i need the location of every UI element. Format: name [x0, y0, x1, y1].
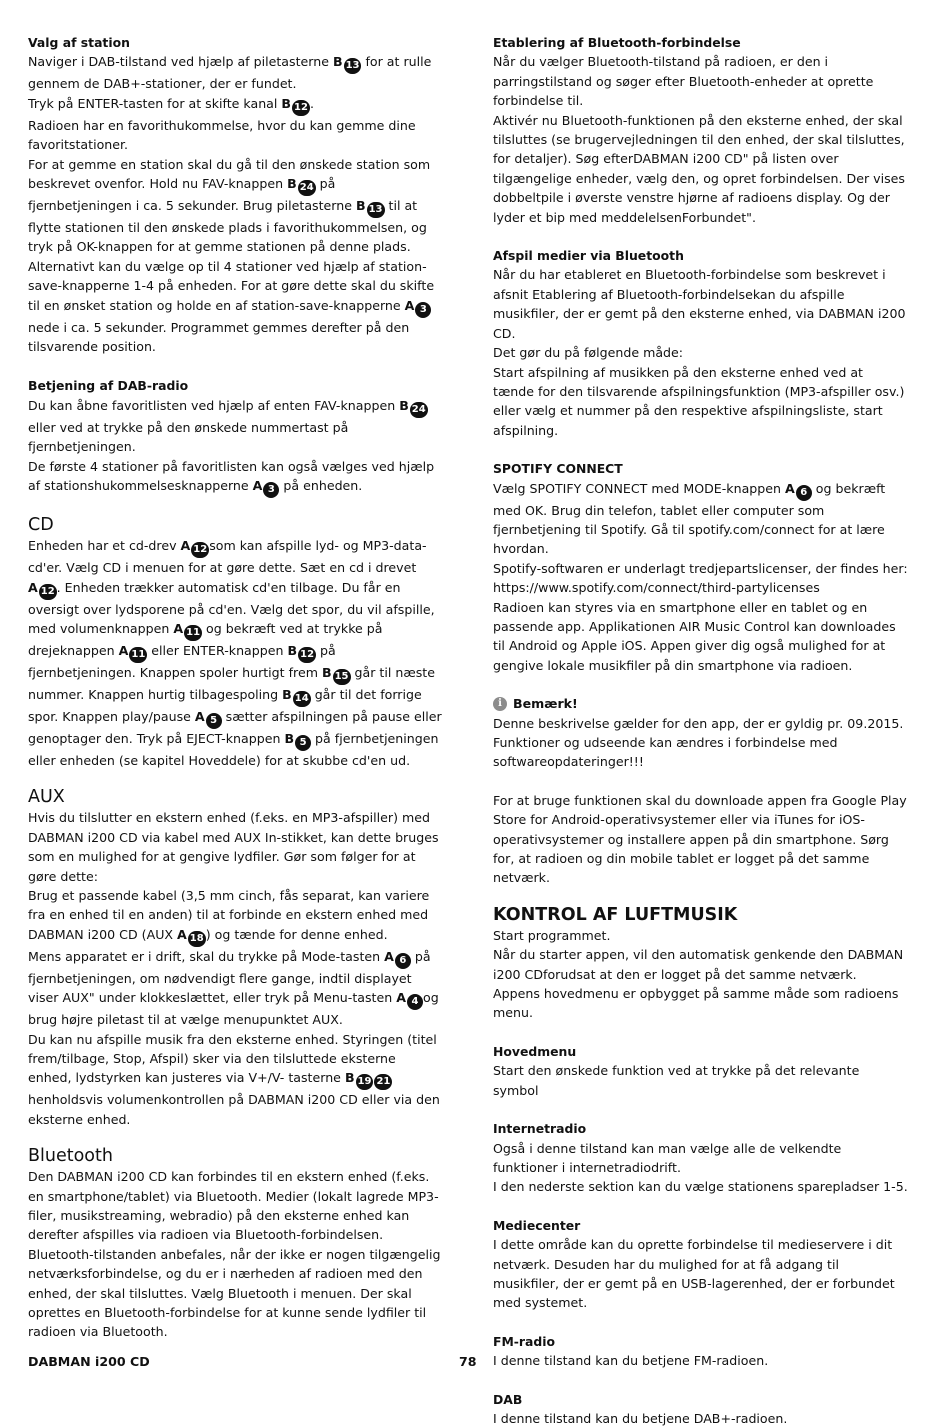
section-betjening — [28, 376, 443, 498]
key-reference: A 11 — [119, 643, 148, 658]
paragraph: Enheden har et cd-drev A 12 som kan afspille lyd- og MP3-data-cd'er. Vælg CD i menuen for at gøre dette. Sæt en cd i drevet A 12 . Enheden trækker automatisk cd'en tilbage. Du får en oversigt over lydsporene på cd'en. Vælg det spor, du vil afspille, med volumenknappen A 11 og bekræft ved at trykke på drejeknappen A 11 eller ENTER-knappen B 12 på fjernbetjeningen. Knappen spoler hurtigt frem B 15 går til næste nummer. Knappen hurtig tilbagespoling B 14 går til det forrige spor. Knappen play/pause A 5 sætter afspilningen på pause eller genoptager den. Tryk på EJECT-knappen B 5 på fjernbetjeningen eller enheden (se kapitel Hoveddele) for at skubbe cd'en ud. — [28, 538, 442, 768]
text: De første 4 stationer på favoritlisten kan også vælges ved hjælp af stationshukommelsesknapperne — [28, 458, 435, 494]
heading-kontrol: KONTROL AF LUFTMUSIK — [493, 904, 738, 925]
heading-dab: DAB — [493, 1391, 523, 1407]
paragraph: Når du starter appen, vil den automatisk genkende den DABMAN i200 CDforudsat at den er logget på det samme netværk. — [493, 947, 904, 982]
page-number: 78 — [459, 1354, 477, 1369]
heading-betjening: Betjening af DAB-radio — [28, 378, 189, 394]
paragraph — [28, 155, 443, 257]
text: Du kan åbne favoritlisten ved hjælp af enten FAV-knappen — [28, 397, 400, 413]
key-reference: B 12 — [281, 96, 310, 111]
paragraph: Når du vælger Bluetooth-tilstand på radioen, er den i parringstilstand og søger efter Bluetooth-enheder at oprette forbindelse til. — [493, 54, 874, 109]
paragraph — [28, 94, 443, 116]
right-column — [493, 33, 908, 1428]
section-kontrol — [493, 904, 908, 1023]
text: nede i ca. 5 sekunder. Programmet gemmes derefter på den tilsvarende position. — [28, 319, 410, 355]
key-reference: A 12 — [28, 580, 57, 595]
paragraph: Du kan nu afspille musik fra den eksterne enhed. Styringen (titel frem/tilbage, Stop, Afspil) sker via den tilsluttede eksterne enhed, lydstyrken kan justeres via V+/V- tasterne B 19 21 henholdsvis volumenkontrollen på DABMAN i200 CD eller via den eksterne enhed. — [28, 1031, 440, 1127]
paragraph: Start afspilning af musikken på den eksterne enhed ved at tænde for den tilsvarende afspilningsfunktion (MP3-afspiller osv.) eller vælg et nummer på den respektive afspilningsliste, start afspilning. — [493, 364, 905, 438]
paragraph: For at bruge funktionen skal du downloade appen fra Google Play Store for Android-operativsystemer eller via iTunes for iOS-operativsystemer og installere appen på din smartphone. Sørg for, at radioen og din mobile tablet er logget på det samme netværk. — [493, 792, 907, 886]
paragraph: Når du har etableret en Bluetooth-forbindelse som beskrevet i afsnit Etablering af Bluetooth-forbindelsekan du afspille musikfiler, der er gemt på den eksterne enhed, via DABMAN i200 CD. — [493, 267, 906, 341]
section-cd — [28, 514, 443, 770]
heading-aux: AUX — [28, 787, 65, 808]
section-spotify — [493, 459, 908, 675]
key-reference: B 13 — [333, 54, 362, 69]
text: For at gemme en station skal du gå til den ønskede station som beskrevet ovenfor. Hold nu FAV-knappen — [28, 156, 431, 192]
section-dab — [493, 1390, 908, 1428]
paragraph: Start programmet. — [493, 927, 611, 943]
paragraph — [28, 52, 443, 93]
key-reference: B 24 — [287, 176, 316, 191]
section-hovedmenu — [493, 1042, 908, 1100]
paragraph: I denne tilstand kan du betjene DAB+-radioen. — [493, 1410, 788, 1426]
paragraph — [28, 396, 443, 457]
section-bluetooth — [28, 1145, 443, 1342]
paragraph: I dette område kan du oprette forbindelse til medieservere i dit netværk. Desuden har du mulighed for at få adgang til musikfiler, der er gemt på en USB-lagerenhed, der er forbundet med systemet. — [493, 1237, 895, 1311]
section-aux — [28, 786, 443, 1129]
paragraph: Denne beskrivelse gælder for den app, der er gyldig pr. 09.2015. Funktioner og udseende kan ændres i forbindelse med softwareopdateringer!!! — [493, 715, 904, 770]
heading-valg-af-station: Valg af station — [28, 35, 130, 50]
heading-cd: CD — [28, 515, 54, 536]
paragraph: Spotify-softwaren er underlagt tredjepartslicenser, der findes her: https://www.spotify.com/connect/third-partylicenses — [493, 560, 908, 596]
key-reference: B 24 — [399, 398, 428, 413]
text: til at flytte stationen til den ønskede plads i favorithukommelsen, og tryk på OK-knappen for at gemme stationen på denne plads. — [28, 198, 427, 255]
paragraph: Brug et passende kabel (3,5 mm cinch, fås separat, kan variere fra en enhed til en anden) til at forbinde en ekstern enhed med DABMAN i200 CD (AUX A 18 ) og tænde for denne enhed. — [28, 886, 443, 947]
heading-mediecenter: Mediecenter — [493, 1217, 581, 1233]
text: Alternativt kan du vælge op til 4 stationer ved hjælp af station-save-knapperne 1-4 på enheden. For at gøre dette skal du skifte til en ønsket station og holde en af station-save-knapperne — [28, 258, 435, 313]
text: eller ved at trykke på den ønskede nummertast på fjernbetjeningen. — [28, 419, 349, 455]
text: . — [309, 95, 314, 111]
paragraph: Vælg SPOTIFY CONNECT med MODE-knappen A 6 og bekræft med OK. Brug din telefon, tablet eller computer som fjernbetjening til Spotify. Gå til spotify.com/connect for at lære hvordan. — [493, 480, 886, 557]
heading-afspil: Afspil medier via Bluetooth — [493, 248, 684, 264]
key-reference: A 11 — [173, 621, 202, 636]
paragraph: Mens apparatet er i drift, skal du trykke på Mode-tasten A 6 på fjernbetjeningen, om nødvendigt flere gange, indtil displayet viser AUX" under klokkeslættet, eller tryk på Menu-tasten A 4 og brug højre piletast til at vælge menupunktet AUX. — [28, 948, 439, 1028]
paragraph: I den nederste sektion kan du vælge stationens sparepladser 1-5. — [493, 1179, 908, 1195]
key-reference: A 4 — [396, 990, 423, 1005]
key-reference: A 5 — [195, 709, 222, 724]
key-reference: A 12 — [181, 538, 210, 553]
heading-etablering: Etablering af Bluetooth-forbindelse — [493, 35, 741, 50]
text: for at rulle gennem de DAB+-stationer, der er fundet. — [28, 54, 432, 92]
text: Naviger i DAB-tilstand ved hjælp af piletasterne — [28, 54, 333, 70]
key-reference: A 3 — [253, 478, 280, 493]
key-reference: B 14 — [282, 687, 311, 702]
info-icon: i — [493, 697, 507, 711]
note-heading — [493, 694, 908, 713]
key-reference: A 6 — [384, 949, 411, 964]
paragraph — [28, 257, 443, 357]
paragraph — [28, 457, 443, 498]
key-reference: A 18 — [177, 927, 206, 942]
key-reference: A 3 — [405, 298, 432, 313]
heading-bluetooth: Bluetooth — [28, 1146, 113, 1167]
left-column — [28, 33, 443, 1342]
section-etablering — [493, 33, 908, 227]
key-reference: B 15 — [322, 665, 351, 680]
heading-spotify: SPOTIFY CONNECT — [493, 461, 623, 477]
paragraph: Det gør du på følgende måde: — [493, 345, 684, 361]
section-valg-af-station — [28, 33, 443, 356]
section-note — [493, 694, 908, 888]
key-reference: B 12 — [288, 643, 317, 658]
heading-internetradio: Internetradio — [493, 1121, 587, 1137]
paragraph: Den DABMAN i200 CD kan forbindes til en ekstern enhed (f.eks. en smartphone/tablet) via Bluetooth. Medier (lokalt lagrede MP3-filer, musikstreaming, webradio) på den eksterne enhed kan derefter afspilles via radioen via Bluetooth-forbindelsen. Bluetooth-tilstanden anbefales, når der ikke er nogen tilgængelig netværksforbindelse, og du er i nærheden af radioen med den enhed, der skal tilsluttes. Vælg Bluetooth i menuen. Der skal oprettes en Bluetooth-forbindelse for at kunne sende lydfiler til radioen via Bluetooth. — [28, 1169, 441, 1340]
paragraph: Aktivér nu Bluetooth-funktionen på den eksterne enhed, der skal tilsluttes (se brugervejledningen til den enhed, der skal tilsluttes, for detaljer). Søg efterDABMAN i200 CD" på listen over tilgængelige enheder, vælg den, og opret forbindelsen. Der vises dobbeltpile i øverste venstre hjørne af radioens display. Og der lyder et bip med meddelelsenForbundet". — [493, 112, 905, 225]
section-internetradio — [493, 1119, 908, 1197]
key-reference: B 19 21 — [345, 1070, 392, 1085]
heading-fm-radio: FM-radio — [493, 1333, 556, 1349]
section-mediecenter — [493, 1216, 908, 1313]
key-reference: B 5 — [284, 731, 311, 746]
footer-product-name: DABMAN i200 CD — [28, 1354, 150, 1369]
heading-hovedmenu: Hovedmenu — [493, 1043, 577, 1059]
section-afspil — [493, 246, 908, 440]
note-title: Bemærk! — [513, 696, 578, 712]
key-reference: A 6 — [785, 481, 812, 496]
paragraph: I denne tilstand kan du betjene FM-radioen. — [493, 1353, 769, 1369]
section-fm-radio — [493, 1332, 908, 1371]
paragraph: Start den ønskede funktion ved at trykke på det relevante symbol — [493, 1063, 860, 1098]
paragraph: Radioen har en favorithukommelse, hvor du kan gemme dine favoritstationer. — [28, 117, 416, 153]
text: på fjernbetjeningen i ca. 5 sekunder. Brug piletasterne — [28, 176, 356, 214]
paragraph: Også i denne tilstand kan man vælge alle de velkendte funktioner i internetradiodrift. — [493, 1140, 842, 1175]
paragraph: Appens hovedmenu er opbygget på samme måde som radioens menu. — [493, 986, 899, 1021]
paragraph: Hvis du tilslutter en ekstern enhed (f.eks. en MP3-afspiller) med DABMAN i200 CD via kabel med AUX In-stikket, kan dette bruges som en mulighed for at gengive lydfiler. Gør som følger for at gøre dette: — [28, 810, 439, 884]
text: Tryk på ENTER-tasten for at skifte kanal — [28, 95, 282, 111]
paragraph: Radioen kan styres via en smartphone eller en tablet og en passende app. Applikationen AIR Music Control kan downloades til Android og Apple iOS. Appen giver dig også mulighed for at gengive lokale musikfiler på din smartphone via radioen. — [493, 599, 896, 673]
key-reference: B 13 — [356, 198, 385, 213]
text: på enheden. — [279, 478, 363, 494]
